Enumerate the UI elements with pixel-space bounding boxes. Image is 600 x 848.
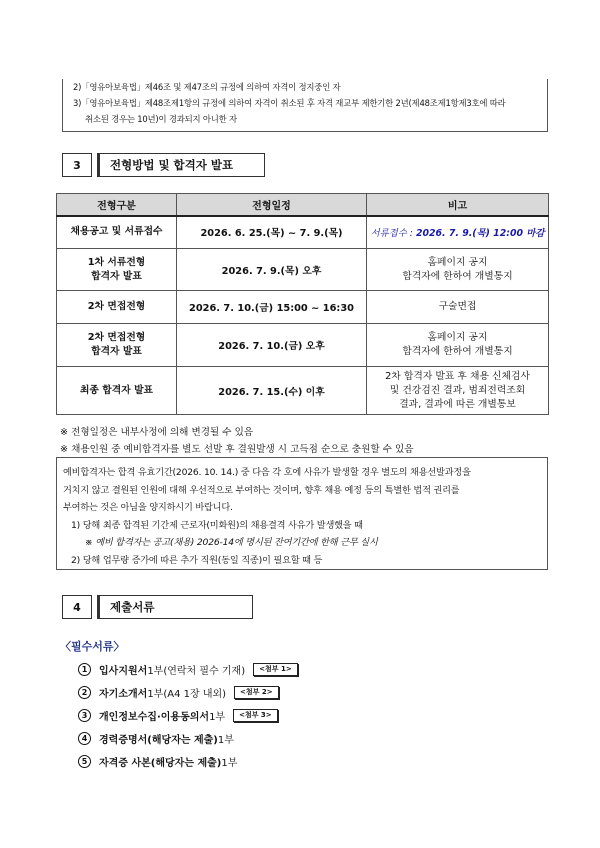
selection-schedule-table bbox=[56, 193, 549, 415]
table-row bbox=[57, 216, 549, 249]
doc-name: 입사지원서 bbox=[99, 666, 148, 677]
required-doc-item bbox=[78, 754, 237, 769]
doc-name: 경력증명서(해당자는 제출) bbox=[99, 735, 218, 746]
section-4-header bbox=[62, 595, 253, 619]
eligibility-note-3: 3)「영유아보육법」제48조제1항의 규정에 의하여 자격이 취소된 후 자격 재교부 제한기한 2년(제48조제1항제3호에 따라 bbox=[73, 98, 506, 108]
row-date: 2026. 7. 10.(금) 15:00 ~ 16:30 bbox=[177, 291, 367, 324]
eligibility-note-3-continued: 취소된 경우는 10년)이 경과되지 아니한 자 bbox=[85, 114, 237, 124]
doc-desc: 1부 bbox=[209, 712, 226, 723]
header-date: 전형일정 bbox=[177, 194, 367, 216]
reserve-item-1: 1) 당해 최종 합격된 기간제 근로자(미화원)의 채용결격 사유가 발생했을 때 bbox=[71, 519, 363, 531]
circled-number: 3 bbox=[78, 709, 91, 722]
row-note: 서류접수 : 2026. 7. 9.(목) 12:00 마감 bbox=[367, 216, 549, 249]
doc-desc: 1부(A4 1장 내외) bbox=[147, 689, 227, 700]
reserve-item-2: 2) 당해 업무량 증가에 따른 추가 직원(동일 직종)이 필요할 때 등 bbox=[71, 554, 323, 566]
doc-name: 자기소개서 bbox=[99, 689, 148, 700]
row-category: 채용공고 및 서류접수 bbox=[57, 216, 177, 249]
doc-name: 자격증 사본(해당자는 제출) bbox=[99, 758, 222, 769]
table-header-row bbox=[57, 194, 549, 216]
required-doc-item bbox=[78, 685, 279, 700]
section-4-title: 제출서류 bbox=[97, 595, 253, 619]
reserve-text-line: 부여하는 것은 아님을 양지하시기 바랍니다. bbox=[63, 502, 233, 513]
circled-number: 5 bbox=[78, 755, 91, 768]
row-date: 2026. 7. 9.(목) 오후 bbox=[177, 249, 367, 291]
required-documents-title: 〈필수서류〉 bbox=[60, 640, 125, 653]
reserve-candidate-box bbox=[56, 457, 548, 570]
reserve-item-1-note: ※ 예비 합격자는 공고(채용) 2026-14에 명시된 잔여기간에 한해 근무 실시 bbox=[85, 537, 378, 548]
row-date: 2026. 6. 25.(목) ~ 7. 9.(목) bbox=[177, 216, 367, 249]
eligibility-notes-box bbox=[62, 79, 548, 132]
doc-desc: 1부 bbox=[221, 758, 238, 769]
row-note: 구술면접 bbox=[367, 291, 549, 324]
attachment-badge: <첨부 2> bbox=[234, 686, 279, 699]
row-note: 2차 합격자 발표 후 채용 신체검사 및 건강검진 결과, 범죄전력조회 결과, 결과에 따른 개별통보 bbox=[367, 367, 549, 415]
row-note: 홈페이지 공지 합격자에 한하여 개별통지 bbox=[367, 249, 549, 291]
row-note: 홈페이지 공지 합격자에 한하여 개별통지 bbox=[367, 324, 549, 367]
circled-number: 2 bbox=[78, 686, 91, 699]
notice-schedule-change: ※ 전형일정은 내부사정에 의해 변경될 수 있음 bbox=[60, 427, 254, 438]
header-category: 전형구분 bbox=[57, 194, 177, 216]
reserve-text-line: 거치지 않고 결원된 인원에 대해 우선적으로 부여하는 것이며, 향후 채용 예정 등의 특별한 법적 권리를 bbox=[63, 484, 460, 496]
table-row bbox=[57, 324, 549, 367]
section-3-title: 전형방법 및 합격자 발표 bbox=[97, 153, 265, 177]
header-note: 비고 bbox=[367, 194, 549, 216]
doc-desc: 1부(연락처 필수 기재) bbox=[147, 666, 246, 677]
section-4-number: 4 bbox=[62, 595, 92, 619]
table-row bbox=[57, 291, 549, 324]
required-doc-item bbox=[78, 708, 278, 723]
section-3-header bbox=[62, 153, 265, 177]
doc-desc: 1부 bbox=[217, 735, 234, 746]
table-row bbox=[57, 249, 549, 291]
eligibility-note-2: 2)「영유아보육법」제46조 및 제47조의 규정에 의하여 자격이 정지중인 자 bbox=[73, 82, 341, 92]
row-category: 최종 합격자 발표 bbox=[57, 367, 177, 415]
row-date: 2026. 7. 15.(수) 이후 bbox=[177, 367, 367, 415]
notice-reserve-candidates: ※ 채용인원 중 예비합격자를 별도 선발 후 결원발생 시 고득점 순으로 충원할 수 있음 bbox=[60, 444, 414, 455]
reserve-text-line: 예비합격자는 합격 유효기간(2026. 10. 14.) 중 다음 각 호에 사유가 발생할 경우 별도의 채용선발과정을 bbox=[63, 467, 471, 478]
doc-name: 개인정보수집·이용동의서 bbox=[99, 712, 210, 723]
circled-number: 1 bbox=[78, 663, 91, 676]
required-doc-item bbox=[78, 662, 298, 677]
attachment-badge: <첨부 1> bbox=[253, 663, 298, 676]
attachment-badge: <첨부 3> bbox=[233, 709, 278, 722]
required-doc-item bbox=[78, 731, 234, 746]
section-3-number: 3 bbox=[62, 153, 92, 177]
row-date: 2026. 7. 10.(금) 오후 bbox=[177, 324, 367, 367]
table-row bbox=[57, 367, 549, 415]
row-category: 2차 면접전형 bbox=[57, 291, 177, 324]
row-category: 2차 면접전형 합격자 발표 bbox=[57, 324, 177, 367]
row-category: 1차 서류전형 합격자 발표 bbox=[57, 249, 177, 291]
circled-number: 4 bbox=[78, 732, 91, 745]
